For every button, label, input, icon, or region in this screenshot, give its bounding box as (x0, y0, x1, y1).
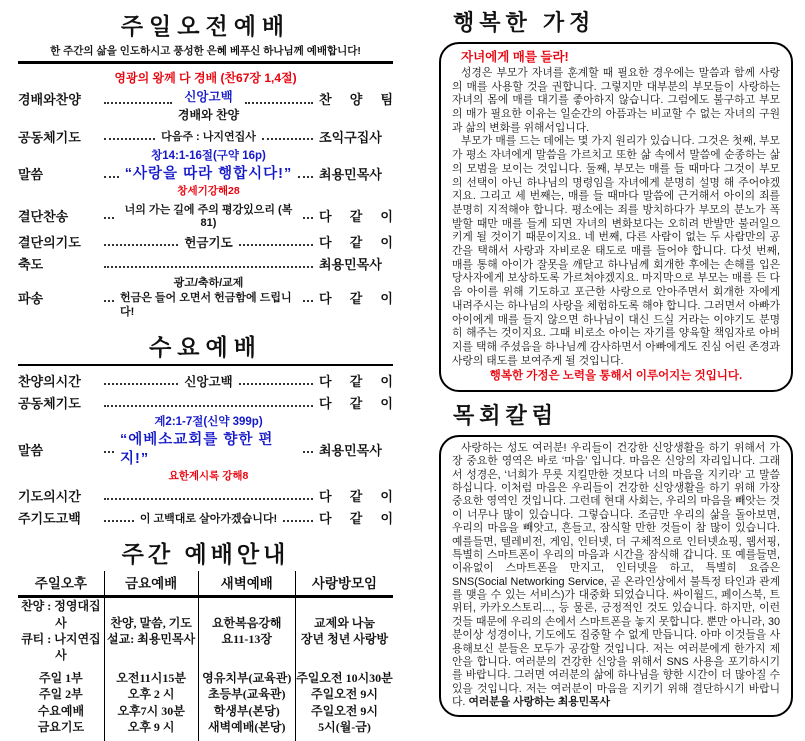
dotted-leader (245, 95, 313, 103)
dotted-leader (104, 95, 172, 103)
dotted-leader (104, 169, 119, 177)
table-row (18, 686, 393, 702)
program-person: 다 같 이 (319, 291, 393, 307)
program-label: 주기도고백 (18, 511, 81, 527)
program-label: 말씀 (18, 167, 44, 183)
section-divider (18, 61, 393, 64)
program-label: 찬양의시간 (18, 374, 81, 390)
program-row-worship (18, 89, 393, 124)
dotted-leader (104, 211, 114, 219)
dotted-leader (104, 492, 313, 500)
program-person: 다 같 이 (319, 511, 394, 527)
info-line: 큐티 : 나지연집사 (21, 631, 101, 662)
column-header: 사랑방모임 (296, 571, 394, 597)
dotted-leader (239, 238, 313, 246)
dotted-leader (239, 377, 313, 385)
bulletin-left-page (0, 0, 405, 734)
dotted-leader (262, 132, 313, 140)
program-center: 이 고백대로 살아가겠습니다! (139, 512, 278, 525)
table-row (18, 670, 393, 686)
weekly-schedule-table (18, 571, 393, 741)
sermon-series: 요한계시록 강해8 (168, 469, 249, 482)
happy-family-box (439, 42, 793, 392)
happy-family-box-heading: 자녀에게 매를 들라! (461, 50, 569, 64)
table-cell: 주일 1부 (38, 671, 83, 686)
wednesday-service-title: 수요예배 (149, 334, 262, 361)
dotted-leader (298, 169, 313, 177)
happy-family-paragraph-1: 성경은 부모가 자녀를 훈계할 때 필요한 경우에는 말씀과 함께 사랑의 매를 사용할 것을 권합니다. 그렇지만 대부분의 부모들이 사랑하는 자녀의 몸에 매를 대기를 좋아하지 않습니다. 그럼에도 불구하고 부모의 매가 필요한 이유는 일순간의 아픔과는 비교할 수 없는 자녀의 구원과 삶의 변화를 위해서입니다. (452, 66, 780, 134)
program-row-offering-prayer (18, 232, 393, 251)
table-cell: 초등부(교육관) (198, 686, 296, 702)
info-line: 장년 청년 사랑방 (300, 631, 389, 646)
program-person: 조익구집사 (319, 129, 382, 145)
table-cell: 새벽예배(본당) (198, 719, 296, 741)
table-cell (296, 597, 394, 663)
program-row-community-prayer-wed (18, 393, 393, 412)
worship-subline: 경배와 찬양 (177, 108, 240, 123)
happy-family-title: 행복한 가정 (453, 10, 596, 35)
info-line: 교제와 나눔 (314, 615, 375, 630)
table-row (18, 703, 393, 719)
table-info-row (18, 597, 393, 663)
program-label: 공동체기도 (18, 129, 81, 145)
dotted-leader (104, 238, 178, 246)
program-row-sermon-wed (18, 415, 393, 483)
section-divider (18, 364, 393, 366)
program-label: 결단의기도 (18, 235, 81, 251)
program-person: 최용민목사 (319, 167, 382, 183)
pastoral-column-body (452, 442, 780, 710)
sermon-series: 창세기강해28 (177, 184, 240, 197)
bulletin-right-page (405, 0, 805, 709)
dismissal-block (120, 276, 297, 319)
call-to-worship-hymn: 영광의 왕께 다 경배 (찬67장 1,4절) (114, 71, 297, 85)
table-cell: 오후 9 시 (104, 719, 198, 741)
program-person: 다 같 이 (319, 208, 393, 224)
dotted-leader (283, 514, 313, 522)
program-person: 최용민목사 (319, 257, 382, 273)
info-line: 요11-13장 (221, 631, 273, 646)
program-label: 말씀 (18, 442, 44, 458)
creed-text: 신앙고백 (184, 90, 233, 104)
sermon-title: “에베소교회를 향한 편지!” (120, 432, 274, 467)
dotted-leader (104, 377, 178, 385)
info-line: 설교: 최용민목사 (107, 631, 196, 646)
program-center: 다음주 : 나지연집사 (161, 131, 256, 144)
dismissal-line1: 광고/축하/교제 (173, 277, 244, 290)
program-label: 공동체기도 (18, 396, 81, 412)
pastoral-column-signature: 여러분을 사랑하는 최용민목사 (468, 696, 611, 709)
table-cell (104, 597, 198, 663)
program-person: 다 같 이 (319, 235, 393, 251)
program-center: 신앙고백 (184, 374, 233, 389)
table-cell: 수요예배 (37, 703, 85, 718)
program-center (178, 89, 239, 124)
pastoral-column-box (439, 435, 793, 718)
dotted-leader (303, 211, 313, 219)
table-cell: 학생부(본당) (198, 703, 296, 719)
sermon-block (125, 149, 292, 198)
table-cell (18, 597, 104, 663)
happy-family-closing: 행복한 가정은 노력을 통해서 이루어지는 것입니다. (489, 370, 743, 383)
column-header: 금요예배 (104, 571, 198, 597)
morning-service-subtitle: 한 주간의 삶을 인도하시고 풍성한 은혜 베푸신 하나님께 예배합니다! (50, 45, 361, 57)
program-row-hymn (18, 201, 393, 229)
info-line: 찬양 : 정영대집사 (21, 599, 101, 630)
program-label: 경배와찬양 (18, 92, 81, 107)
table-spacer-row (18, 663, 393, 670)
program-person: 최용민목사 (319, 442, 382, 458)
dotted-leader (303, 445, 313, 453)
program-center: 헌금기도 (184, 235, 233, 250)
dotted-leader (104, 132, 155, 140)
table-cell: 영유치부(교육관) (198, 670, 296, 686)
info-line: 찬양, 말씀, 기도 (110, 615, 192, 630)
program-person: 다 같 이 (319, 374, 393, 390)
dotted-leader (104, 399, 313, 407)
program-row-benediction (18, 254, 393, 273)
program-row-sermon (18, 149, 393, 198)
morning-service-title: 주일오전예배 (120, 13, 291, 39)
table-cell: 오후7시 30분 (104, 703, 198, 719)
pastoral-column-text: 사랑하는 성도 여러분! 우리들이 건강한 신앙생활을 하기 위해서 가장 중요한 영역은 바로 ‘마음’ 입니다. 마음은 신앙의 자리입니다. 그래서 성경은, ‘너희가 무릇 지킬만한 것보다 너의 마음을 지키라’ 고 말씀하십니다. 이처럼 마음은 우리들이 건강한 신앙생활을 하기 위해 가장 중요한 영역인 것입니다. 그런데 현대 사회는, 우리의 마음을 빼앗는 것이 너무나 많이 있습니다. 그렇습니다. 조금만 우리의 삶을 돌아보면, 우리의 마음을 빼앗고, 흔들고, 잠식할 만한 것들이 참 많이 있습니다. 예를들면, 텔레비전, 게임, 인터넷, 더 구체적으로 인터넷쇼핑, 웹서핑, 특별히 스마트폰이 우리의 마음과 시간을 잠식해 갑니다. 또 예를들면, 이유없이 스마트폰을 만지고, 인터넷을 하고, 특별히 요즘은 SNS(Social Networking Service, 곧 온라인상에서 불특정 타인과 관계를 맺을 수 있는 서비스)가 대중화 되었습니다. 싸이월드, 페이스북, 트위터, 카카오스토리..., 등 물론, 긍정적인 것도 있습니다. 하지만, 이런것들 때문에 우리의 손에서 스마트폰을 놓지 못합니다. 뿐만 아니라, 30분이상 성경이나, 기도에도 집중할 수 없게 만듭니다. 아마 이것들을 사용해보신 분들은 모두가 공감할 것입니다. 저는 여러분에게 한가지 제안을 합니다. 여러분의 건강한 신앙을 위해서 SNS 사용을 포기하시기를 바랍니다. 그러면 여러분의 삶에 하나님을 향한 시간이 더 많아질 수 있을 것입니다. 저는 여러분이 마음을 지키기 위해 결단하시기 바랍니다. (452, 441, 780, 709)
sermon-scripture: 계2:1-7절(신약 399p) (154, 416, 263, 429)
program-label: 기도의시간 (18, 489, 81, 505)
table-cell: 5시(월-금) (296, 719, 394, 741)
sermon-title: “사랑을 따라 행합시다!” (124, 165, 293, 182)
table-cell: 금요기도 (37, 719, 85, 734)
table-cell: 주일오전 10시30분 (296, 671, 393, 686)
program-person: 찬 양 팀 (319, 92, 394, 107)
dotted-leader (303, 294, 313, 302)
table-cell: 주일 2부 (38, 687, 83, 702)
program-row-dismissal (18, 276, 393, 319)
dotted-leader (104, 260, 313, 268)
program-person: 다 같 이 (319, 396, 393, 412)
dotted-leader (104, 514, 134, 522)
program-row-community-prayer (18, 127, 393, 146)
dotted-leader (104, 294, 114, 302)
sermon-block (120, 415, 297, 483)
info-line: 요한복음강해 (211, 615, 282, 630)
happy-family-paragraph-2: 부모가 매를 드는 데에는 몇 가지 원리가 있습니다. 그것은 첫째, 부모가 평소 자녀에게 말씀을 가르치고 또한 삶 속에서 말씀에 순종하는 삶의 모범을 보이는 것입니다. 둘째, 부모는 매를 들 때마다 그것이 부모의 선택이 아닌 하나님의 명령임을 자녀에게 분명히 설명 해 주어야겠지요. 그리고 세 번째는, 매를 들 때마다 말씀에 근거해서 아이의 죄를 분명히 지적해야 합니다. 평소에는 죄를 방치하다가 부모의 분노가 폭발할 때만 매를 들게 되면 자녀의 변화보다는 오히려 반발만 불러일으키게 될 것이기 때문이지요. 네 번째, 다른 사람이 없는 두 사람만의 공간을 택해서 사랑과 자비로운 태도로 매를 들어야 합니다. 다섯 번째, 매를 통해 아이가 잘못을 깨닫고 하나님께 회개한 후에는 손해를 입은 당사자에게 보상하도록 가르쳐야겠지요. 마지막으로 부모는 매를 든 다음 아이를 위해 기도하고 포근한 사랑으로 안아주면서 회개한 자에게 내려주시는 하나님의 사랑을 체험하도록 해야 합니다. 그러면서 아빠가 아이에게 매를 들지 않으면 하나님이 대신 드실 거라는 이야기도 분명히 해주는 것이지요. 그때 비로소 아이는 자기를 양육할 책임자로 아버지를 택해 주셨음을 하나님께 감사하면서 아빠에게도 진심 어린 존경과 사랑의 태도를 보여주게 될 것입니다. (452, 135, 780, 367)
program-row-praise (18, 371, 393, 390)
table-row (18, 719, 393, 741)
program-row-lords-prayer (18, 508, 393, 527)
table-cell (198, 597, 296, 663)
table-cell: 오전11시15분 (104, 670, 198, 686)
table-cell: 주일오전 9시 (296, 686, 394, 702)
pastoral-column-title: 목회칼럼 (453, 402, 559, 428)
table-header-row (18, 571, 393, 597)
program-row-prayer-time (18, 486, 393, 505)
table-cell: 주일오전 9시 (296, 703, 394, 719)
weekly-guide-title: 주간 예배안내 (121, 541, 290, 568)
program-center: 너의 가는 길에 주의 평강있으리 (복81) (124, 204, 293, 230)
column-header: 주일오후 (18, 571, 104, 597)
table-cell: 오후 2 시 (104, 686, 198, 702)
program-label: 결단찬송 (18, 208, 69, 224)
program-person: 다 같 이 (319, 489, 393, 505)
program-label: 축도 (18, 257, 44, 273)
dismissal-line2: 헌금은 들어 오면서 헌금함에 드립니다! (120, 291, 292, 318)
sermon-scripture: 창14:1-16절(구약 16p) (151, 149, 266, 162)
dotted-leader (104, 445, 114, 453)
program-label: 파송 (18, 291, 44, 307)
column-header: 새벽예배 (198, 571, 296, 597)
